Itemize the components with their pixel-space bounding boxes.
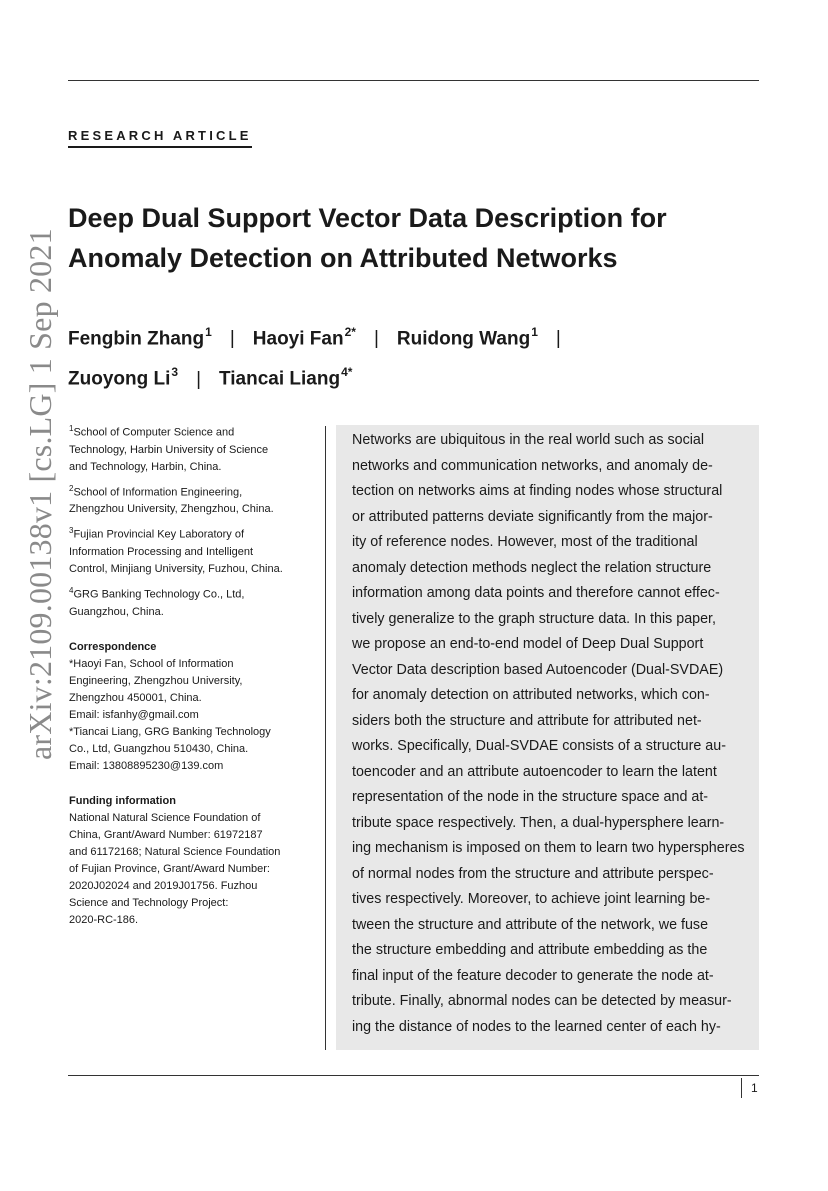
affiliation	[69, 480, 314, 519]
author-affiliation-mark: 3	[171, 365, 179, 380]
abstract-line: tribute space respectively. Then, a dual-hypersphere learn-	[352, 814, 725, 831]
abstract-line: information among data points and therefore cannot effec-	[352, 585, 720, 601]
affiliation-line: Information Processing and Intelligent	[69, 545, 254, 558]
affiliation-line: School of Information Engineering,	[73, 486, 243, 499]
author-separator: |	[229, 328, 235, 350]
abstract-line: networks and communication networks, and anomaly de-	[352, 457, 713, 474]
correspondence-line: Zhengzhou 450001, China.	[69, 691, 202, 704]
affiliation-line: GRG Banking Technology Co., Ltd,	[73, 588, 245, 601]
column-divider	[325, 426, 326, 1050]
title-line: Anomaly Detection on Attributed Networks	[68, 243, 618, 273]
abstract-line: ing mechanism is imposed on them to learn two hyperspheres	[352, 840, 745, 856]
paper-title	[68, 198, 768, 278]
abstract-line: works. Specifically, Dual-SVDAE consists of a structure au-	[352, 738, 726, 754]
author-separator: |	[196, 368, 201, 390]
affiliation-mark: 2	[69, 483, 74, 493]
affiliation-line: School of Computer Science and	[73, 426, 235, 439]
abstract-line: for anomaly detection on attributed networks, which con-	[352, 687, 710, 703]
author-separator: |	[373, 328, 379, 350]
abstract-line: or attributed patterns deviate significantly from the major-	[352, 508, 713, 525]
abstract-line: Vector Data description based Autoencoder (Dual-SVDAE)	[352, 661, 724, 678]
author-affiliation-mark: 2*	[344, 325, 356, 339]
correspondence-line: Co., Ltd, Guangzhou 510430, China.	[69, 742, 249, 755]
footer-rule	[68, 1075, 759, 1076]
affiliation-line: Fujian Provincial Key Laboratory of	[73, 528, 245, 541]
header-rule	[68, 80, 759, 81]
funding-line: of Fujian Province, Grant/Award Number:	[69, 862, 270, 875]
correspondence-email[interactable]: Email: isfanhy@gmail.com	[69, 708, 199, 721]
affiliation-mark: 4	[69, 585, 74, 595]
abstract-line: tribute. Finally, abnormal nodes can be detected by measur-	[352, 993, 732, 1009]
abstract-line: tives respectively. Moreover, to achieve joint learning be-	[352, 891, 711, 907]
affiliation-line: Control, Minjiang University, Fuzhou, China.	[69, 562, 283, 575]
abstract-line: of normal nodes from the structure and attribute perspec-	[352, 865, 714, 882]
abstract-line: siders both the structure and attribute for attributed net-	[352, 712, 702, 729]
correspondence-line: *Haoyi Fan, School of Information	[69, 657, 234, 670]
abstract-line: the structure embedding and attribute embedding as the	[352, 942, 708, 958]
correspondence-line: Engineering, Zhengzhou University,	[69, 674, 243, 687]
abstract-line: anomaly detection methods neglect the relation structure	[352, 559, 712, 576]
abstract-line: ity of reference nodes. However, most of the traditional	[352, 534, 698, 550]
funding-line: and 61172168; Natural Science Foundation	[69, 845, 281, 858]
article-type-label: RESEARCH ARTICLE	[68, 128, 252, 148]
abstract-line: we propose an end-to-end model of Deep Dual Support	[352, 636, 704, 652]
author-name: Haoyi Fan	[252, 328, 344, 350]
author-name: Fengbin Zhang	[68, 328, 205, 350]
affiliation-mark: 3	[69, 526, 74, 536]
author-name: Tiancai Liang	[219, 368, 341, 390]
correspondence-line: *Tiancai Liang, GRG Banking Technology	[69, 725, 271, 738]
correspondence-heading: Correspondence	[69, 640, 157, 653]
funding-line: 2020J02024 and 2019J01756. Fuzhou	[69, 879, 258, 892]
abstract-line: tween the structure and attribute of the network, we fuse	[352, 916, 709, 933]
abstract-line: tection on networks aims at finding nodes whose structural	[352, 483, 723, 499]
affiliation	[69, 522, 314, 578]
affiliation	[69, 420, 314, 476]
correspondence-email[interactable]: Email: 13808895230@139.com	[69, 759, 224, 772]
author-affiliation-mark: 4*	[341, 365, 353, 380]
author-separator: |	[555, 328, 561, 350]
funding-line: China, Grant/Award Number: 61972187	[69, 828, 263, 841]
affiliation-line: Zhengzhou University, Zhengzhou, China.	[69, 503, 274, 516]
abstract-box	[336, 425, 759, 1050]
abstract-line: ing the distance of nodes to the learned center of each hy-	[352, 1018, 721, 1035]
abstract-line: representation of the node in the structure space and at-	[352, 789, 709, 805]
correspondence-details	[69, 656, 314, 775]
author-line	[68, 356, 768, 396]
author-affiliation-mark: 1	[531, 325, 538, 339]
funding-details	[69, 810, 314, 929]
abstract-line: toencoder and an attribute autoencoder to learn the latent	[352, 763, 717, 780]
sidebar-info	[69, 420, 314, 929]
funding-line: National Natural Science Foundation of	[69, 811, 261, 824]
funding-line: Science and Technology Project:	[69, 896, 229, 909]
author-line	[68, 316, 768, 356]
author-affiliation-mark: 1	[205, 325, 212, 339]
funding-heading: Funding information	[69, 794, 176, 807]
affiliation	[69, 582, 314, 621]
affiliation-mark: 1	[69, 424, 74, 433]
arxiv-identifier: arXiv:2109.00138v1 [cs.LG] 1 Sep 2021	[22, 228, 58, 760]
affiliation-line: Guangzhou, China.	[69, 605, 164, 618]
author-list	[68, 316, 768, 397]
affiliation-line: Technology, Harbin University of Science	[69, 443, 269, 456]
funding-line: 2020-RC-186.	[69, 913, 139, 926]
author-name: Zuoyong Li	[68, 368, 171, 390]
author-name: Ruidong Wang	[396, 328, 531, 350]
abstract-line: final input of the feature decoder to generate the node at-	[352, 967, 714, 984]
page-number: 1	[741, 1078, 758, 1098]
affiliation-line: and Technology, Harbin, China.	[69, 460, 222, 473]
title-line: Deep Dual Support Vector Data Description for	[68, 203, 667, 233]
abstract-line: tively generalize to the graph structure data. In this paper,	[352, 610, 716, 627]
abstract-line: Networks are ubiquitous in the real world such as social	[352, 432, 705, 448]
